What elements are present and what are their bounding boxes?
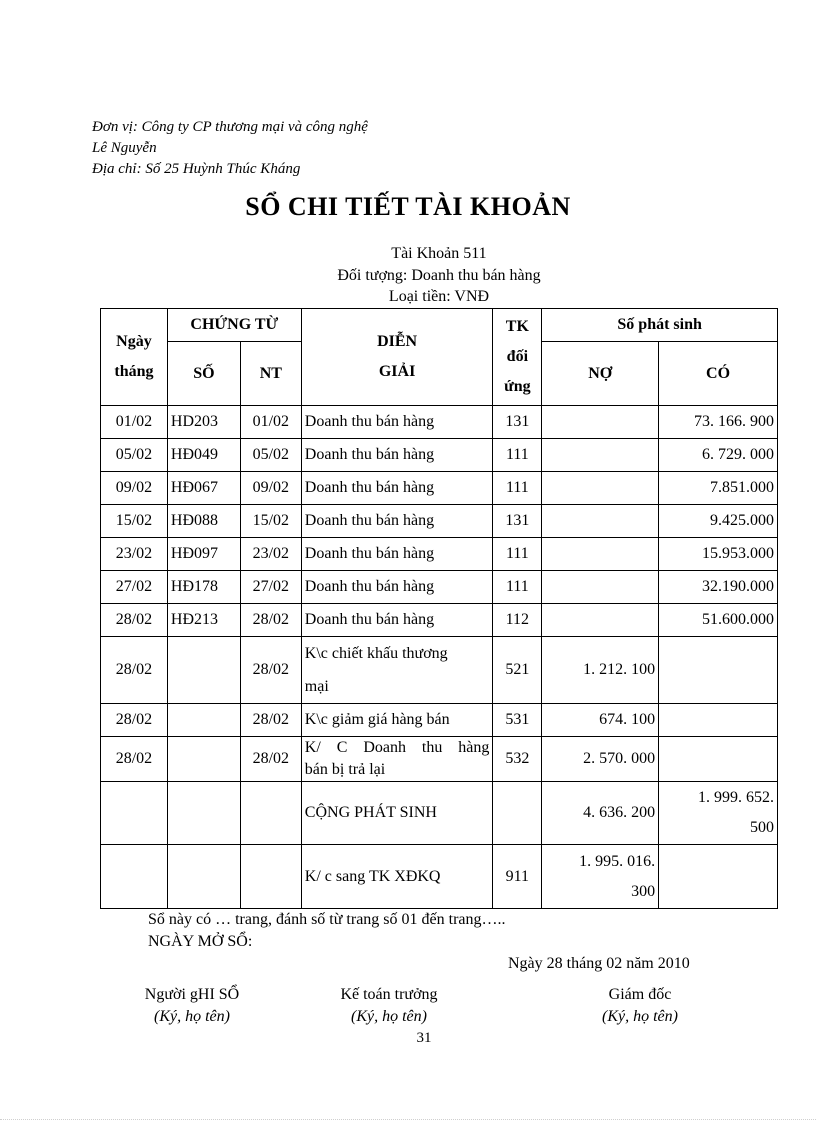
header-voucher-no: SỐ <box>167 342 240 406</box>
row-description <box>301 737 493 782</box>
row-debit <box>542 604 659 637</box>
header-voucher-date: NT <box>240 342 301 406</box>
row-voucher-no: HĐ213 <box>167 604 240 637</box>
row-account: 131 <box>493 505 542 538</box>
row-voucher-no <box>167 782 240 845</box>
row-date: 15/02 <box>101 505 168 538</box>
row-credit: 73. 166. 900 <box>659 406 778 439</box>
row-voucher-date: 23/02 <box>240 538 301 571</box>
row-voucher-no <box>167 704 240 737</box>
row-voucher-no: HĐ178 <box>167 571 240 604</box>
signer-bookkeeper <box>92 984 292 1028</box>
row-description: Doanh thu bán hàng <box>301 538 493 571</box>
row-voucher-no: HĐ097 <box>167 538 240 571</box>
row-credit <box>659 737 778 782</box>
row-voucher-date: 15/02 <box>240 505 301 538</box>
transfer-debit-line1: 1. 995. 016. <box>579 852 656 870</box>
account-label: Tài Khoản 511 <box>391 245 487 262</box>
header-date-line2: tháng <box>114 363 154 380</box>
row-date: 09/02 <box>101 472 168 505</box>
row-date: 28/02 <box>101 637 168 704</box>
row-voucher-no <box>167 845 240 909</box>
row-credit <box>659 637 778 704</box>
row-description-line1: K/ C Doanh thu hàng <box>304 739 490 756</box>
row-account: 521 <box>493 637 542 704</box>
signer-role: Người gHI SỔ <box>144 986 240 1003</box>
row-voucher-date: 28/02 <box>240 704 301 737</box>
header-credit: CÓ <box>659 342 778 406</box>
row-description <box>301 637 493 704</box>
transfer-debit-line2: 300 <box>631 882 656 900</box>
row-account: 112 <box>493 604 542 637</box>
row-credit: 15.953.000 <box>659 538 778 571</box>
total-credit-line2: 500 <box>750 819 774 836</box>
row-debit <box>542 406 659 439</box>
signer-role: Giám đốc <box>608 986 672 1003</box>
header-date-line1: Ngày <box>116 333 152 350</box>
row-description: Doanh thu bán hàng <box>301 439 493 472</box>
transfer-label: K/ c sang TK XĐKQ <box>301 845 493 909</box>
row-credit: 6. 729. 000 <box>659 439 778 472</box>
table-row <box>101 538 778 571</box>
row-account: 531 <box>493 704 542 737</box>
row-description: K\c giảm giá hàng bán <box>301 704 493 737</box>
page-number: 31 <box>416 1030 432 1046</box>
row-description-line2: bán bị trả lại <box>304 761 386 778</box>
row-date: 27/02 <box>101 571 168 604</box>
row-debit: 2. 570. 000 <box>542 737 659 782</box>
row-date <box>101 782 168 845</box>
transfer-account: 911 <box>493 845 542 909</box>
row-credit: 9.425.000 <box>659 505 778 538</box>
row-account: 111 <box>493 472 542 505</box>
row-debit <box>542 538 659 571</box>
row-description: Doanh thu bán hàng <box>301 604 493 637</box>
table-row <box>101 406 778 439</box>
row-voucher-date: 28/02 <box>240 637 301 704</box>
object-label: Đối tượng: Doanh thu bán hàng <box>337 267 541 284</box>
signer-sign-note: (Ký, họ tên) <box>602 1008 678 1025</box>
opening-date-label: NGÀY MỞ SỔ: <box>148 933 253 950</box>
row-voucher-no <box>167 637 240 704</box>
row-voucher-date: 28/02 <box>240 604 301 637</box>
row-voucher-date: 28/02 <box>240 737 301 782</box>
header-debit: NỢ <box>542 342 659 406</box>
row-credit <box>659 845 778 909</box>
row-voucher-no: HĐ067 <box>167 472 240 505</box>
row-debit <box>542 439 659 472</box>
header-description <box>301 309 493 406</box>
total-debit: 4. 636. 200 <box>542 782 659 845</box>
currency-label: Loại tiền: VNĐ <box>388 288 490 305</box>
header-account-line3: ứng <box>504 378 531 395</box>
header-account <box>493 309 542 406</box>
row-credit: 32.190.000 <box>659 571 778 604</box>
row-voucher-date <box>240 782 301 845</box>
row-description: Doanh thu bán hàng <box>301 571 493 604</box>
row-account <box>493 782 542 845</box>
total-credit-line1: 1. 999. 652. <box>698 789 774 806</box>
total-credit <box>659 782 778 845</box>
transfer-row <box>101 845 778 909</box>
signing-date: Ngày 28 tháng 02 năm 2010 <box>508 955 690 972</box>
page-bottom-divider <box>0 1119 816 1120</box>
row-date: 28/02 <box>101 737 168 782</box>
row-description: Doanh thu bán hàng <box>301 472 493 505</box>
signer-director <box>540 984 740 1028</box>
total-row <box>101 782 778 845</box>
signer-sign-note: (Ký, họ tên) <box>351 1008 427 1025</box>
row-debit <box>542 472 659 505</box>
row-debit <box>542 571 659 604</box>
company-unit: Đơn vị: Công ty CP thương mại và công nghệ <box>92 119 368 135</box>
transfer-debit <box>542 845 659 909</box>
row-credit: 51.600.000 <box>659 604 778 637</box>
row-debit: 674. 100 <box>542 704 659 737</box>
page-count-note: Sổ này có … trang, đánh số từ trang số 01 đến trang….. <box>148 911 506 928</box>
row-date: 28/02 <box>101 604 168 637</box>
table-row <box>101 505 778 538</box>
row-credit: 7.851.000 <box>659 472 778 505</box>
row-date: 01/02 <box>101 406 168 439</box>
company-address: Địa chỉ: Số 25 Huỳnh Thúc Kháng <box>92 161 301 177</box>
table-row <box>101 604 778 637</box>
row-account: 131 <box>493 406 542 439</box>
row-voucher-no: HĐ088 <box>167 505 240 538</box>
row-voucher-no: HD203 <box>167 406 240 439</box>
row-voucher-date: 27/02 <box>240 571 301 604</box>
row-credit <box>659 704 778 737</box>
row-date: 23/02 <box>101 538 168 571</box>
row-description-line2: mại <box>304 678 329 695</box>
signer-role: Kế toán trưởng <box>340 986 438 1003</box>
row-date: 05/02 <box>101 439 168 472</box>
row-account: 111 <box>493 538 542 571</box>
row-description: Doanh thu bán hàng <box>301 406 493 439</box>
row-voucher-date: 05/02 <box>240 439 301 472</box>
signer-chief-accountant <box>289 984 489 1028</box>
header-voucher: CHỨNG TỪ <box>167 309 301 342</box>
header-date <box>101 309 168 406</box>
header-account-line1: TK <box>505 318 529 335</box>
row-voucher-date: 09/02 <box>240 472 301 505</box>
table-row <box>101 472 778 505</box>
table-row <box>101 637 778 704</box>
table-row <box>101 704 778 737</box>
total-label: CỘNG PHÁT SINH <box>301 782 493 845</box>
row-account: 111 <box>493 439 542 472</box>
row-account: 111 <box>493 571 542 604</box>
page-title: SỔ CHI TIẾT TÀI KHOẢN <box>245 192 571 221</box>
row-description-line1: K\c chiết khấu thương <box>304 645 448 662</box>
header-amount: Số phát sinh <box>542 309 778 342</box>
table-row <box>101 737 778 782</box>
row-description: Doanh thu bán hàng <box>301 505 493 538</box>
company-name-line: Lê Nguyễn <box>92 140 157 156</box>
row-date: 28/02 <box>101 704 168 737</box>
row-voucher-date: 01/02 <box>240 406 301 439</box>
ledger-table <box>100 308 778 909</box>
signer-sign-note: (Ký, họ tên) <box>154 1008 230 1025</box>
row-date <box>101 845 168 909</box>
row-debit: 1. 212. 100 <box>542 637 659 704</box>
row-account: 532 <box>493 737 542 782</box>
table-row <box>101 571 778 604</box>
header-description-line2: GIẢI <box>378 363 416 380</box>
row-voucher-no: HĐ049 <box>167 439 240 472</box>
row-voucher-no <box>167 737 240 782</box>
row-voucher-date <box>240 845 301 909</box>
row-debit <box>542 505 659 538</box>
header-account-line2: đối <box>506 348 529 365</box>
table-row <box>101 439 778 472</box>
header-description-line1: DIỄN <box>377 333 418 350</box>
